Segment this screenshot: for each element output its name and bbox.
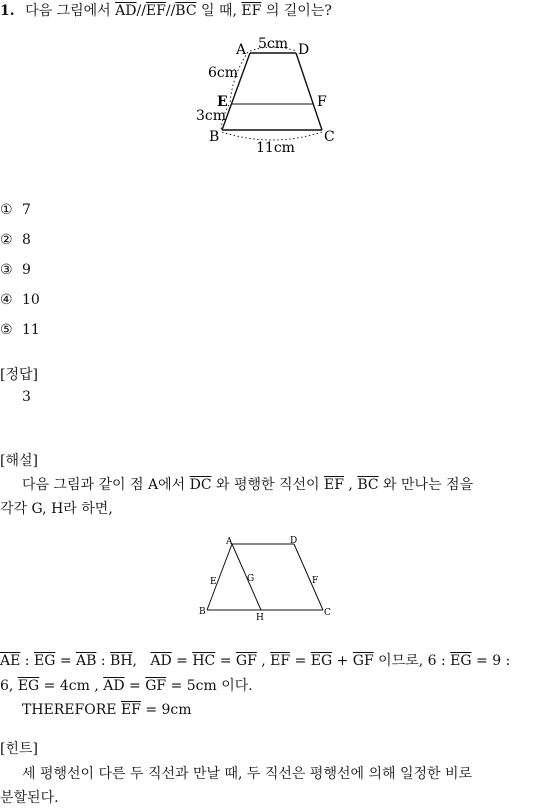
- question-text-post: 의 길이는?: [265, 3, 332, 19]
- equals-sign: =: [59, 653, 72, 669]
- choice-number: ③: [0, 262, 13, 278]
- label-b: B: [209, 129, 220, 145]
- label-e: E: [210, 577, 217, 587]
- segment-ef: $\overline{EF}$: [270, 653, 291, 669]
- therefore-word: THEREFORE: [22, 702, 117, 718]
- choice-number: ④: [0, 292, 13, 308]
- choice-list: [0, 198, 40, 348]
- equals-sign: =: [294, 653, 307, 669]
- choice-value: 7: [22, 202, 31, 218]
- label-d: D: [290, 536, 298, 546]
- label-f: F: [317, 94, 327, 110]
- segment-gf: $\overline{GF}$: [352, 653, 374, 669]
- plus-sign: +: [336, 653, 349, 669]
- equals-sign: =: [219, 653, 232, 669]
- segment-ef: $\overline{EF}$: [145, 3, 166, 19]
- equation-line-1: [0, 650, 534, 672]
- choice-number: ①: [0, 202, 13, 218]
- ratio-colon: :: [100, 653, 106, 669]
- label-b: B: [199, 607, 206, 617]
- segment-ad: $\overline{AD}$: [115, 3, 137, 19]
- choice-item[interactable]: [0, 258, 40, 288]
- segment-gf: $\overline{GF}$: [235, 653, 257, 669]
- segment-ef-2: $\overline{EF}$: [241, 3, 262, 19]
- label-e: E: [217, 94, 228, 110]
- choice-value: 9: [22, 262, 31, 278]
- question-number: 1.: [0, 3, 15, 19]
- length-eb: 3cm: [196, 108, 227, 124]
- label-c: C: [324, 608, 331, 618]
- explanation-text: ,: [348, 477, 353, 493]
- explanation-text: 다음 그림과 같이 점 A에서: [22, 477, 186, 493]
- brace-bottom: [222, 132, 322, 140]
- label-c: C: [324, 129, 335, 145]
- segment-ab: $\overline{AB}$: [76, 653, 97, 669]
- segment-gf: $\overline{GF}$: [145, 678, 167, 694]
- segment-eg: $\overline{EG}$: [450, 653, 472, 669]
- question-line: [0, 0, 534, 22]
- length-top: 5cm: [258, 36, 289, 52]
- hint-section: [0, 738, 534, 809]
- label-h: H: [256, 613, 264, 623]
- segment-bc: $\overline{BC}$: [357, 477, 379, 493]
- length-bottom: 11cm: [256, 140, 295, 156]
- comma: ,: [261, 653, 266, 669]
- answer-label: [정답]: [0, 367, 38, 383]
- label-f: F: [312, 576, 319, 586]
- choice-number: ②: [0, 232, 13, 248]
- label-g: G: [247, 574, 255, 584]
- segment-ef: $\overline{EF}$: [324, 477, 344, 493]
- therefore-line: [0, 699, 534, 721]
- question-text-pre: 다음 그림에서: [25, 3, 111, 19]
- parallel-sign-2: //: [165, 3, 176, 19]
- question-text-mid: 일 때,: [201, 3, 237, 19]
- choice-item[interactable]: [0, 318, 40, 348]
- explanation-text: 와 평행한 직선이: [216, 477, 320, 493]
- explanation-line-1: [0, 474, 534, 496]
- choice-value: 8: [22, 232, 31, 248]
- choice-item[interactable]: [0, 288, 40, 318]
- equation-text: 이므로, 6 :: [378, 653, 446, 669]
- hint-line-1: 세 평행선이 다른 두 직선과 만날 때, 두 직선은 평행선에 의해 일정한 비로: [22, 766, 473, 782]
- answer-section: [0, 364, 534, 408]
- length-ae: 6cm: [208, 65, 239, 81]
- equation-text: = 9 :: [476, 653, 511, 669]
- equation-text: = 9cm: [145, 702, 192, 718]
- segment-ad: $\overline{AD}$: [150, 653, 172, 669]
- construction-figure: [190, 534, 340, 624]
- explanation-line-2: 각각 G, H라 하면,: [0, 501, 113, 517]
- segment-bh: $\overline{BH}$: [110, 653, 133, 669]
- equals-sign: =: [129, 678, 141, 694]
- equation-text: 6,: [0, 678, 14, 694]
- explanation-label: [해설]: [0, 453, 38, 469]
- trapezoid-figure: [192, 32, 342, 156]
- ratio-colon: :: [24, 653, 30, 669]
- comma: ,: [132, 653, 137, 669]
- side-dc: [296, 53, 322, 130]
- answer-value: 3: [22, 389, 31, 405]
- segment-ad: $\overline{AD}$: [103, 678, 125, 694]
- segment-ae: $\overline{AE}$: [0, 653, 21, 669]
- side-dc: [294, 544, 323, 610]
- segment-bc: $\overline{BC}$: [175, 3, 197, 19]
- segment-eg: $\overline{EG}$: [310, 653, 333, 669]
- equation-text: = 4cm ,: [43, 678, 99, 694]
- choice-value: 11: [22, 322, 40, 338]
- segment-eg: $\overline{EG}$: [33, 653, 56, 669]
- choice-item[interactable]: [0, 228, 40, 258]
- equation-line-2: [0, 675, 534, 697]
- label-a: A: [236, 42, 247, 58]
- label-d: D: [298, 42, 310, 58]
- choice-value: 10: [22, 292, 40, 308]
- segment-ef: $\overline{EF}$: [120, 702, 141, 718]
- explanation-section: [0, 450, 534, 520]
- explanation-text: 와 만나는 점을: [383, 477, 474, 493]
- equation-text: = 5cm 이다.: [170, 678, 253, 694]
- choice-number: ⑤: [0, 322, 13, 338]
- segment-dc: $\overline{DC}$: [189, 477, 212, 493]
- label-a: A: [226, 537, 233, 547]
- choice-item[interactable]: [0, 198, 40, 228]
- equals-sign: =: [176, 653, 188, 669]
- segment-hc: $\overline{HC}$: [192, 653, 216, 669]
- parallel-sign-1: //: [136, 3, 146, 19]
- hint-line-2: 분할된다.: [0, 790, 59, 806]
- segment-eg: $\overline{EG}$: [17, 678, 40, 694]
- hint-label: [힌트]: [0, 741, 38, 757]
